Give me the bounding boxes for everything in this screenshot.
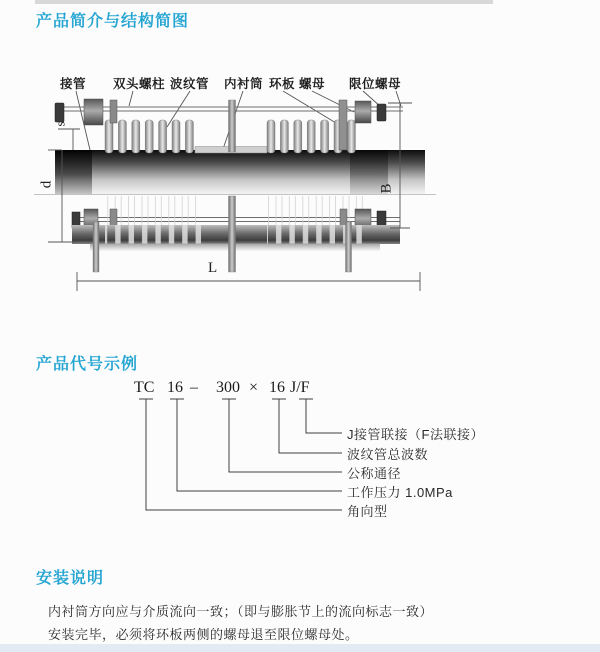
dim-label-L: L <box>208 260 218 276</box>
install-note-1: 内衬筒方向应与介质流向一致；（即与膨胀节上的流向标志一致） <box>48 604 434 619</box>
body-shell <box>55 147 425 195</box>
part-label-connecting-pipe: 接管 <box>60 77 87 91</box>
part-label-bellows: 波纹管 <box>170 77 210 91</box>
code-part-times: × <box>249 379 259 396</box>
code-part-dash: – <box>190 379 198 396</box>
part-label-stud-bolt: 双头螺柱 <box>113 77 166 91</box>
install-note-2: 安装完毕，必须将环板两侧的螺母退至限位螺母处。 <box>48 627 359 642</box>
part-label-limit-nut: 限位螺母 <box>349 77 402 91</box>
code-part-pressure: 16 <box>167 379 183 396</box>
bottom-strip <box>0 644 600 652</box>
part-label-nut: 螺母 <box>299 77 326 91</box>
section-heading-intro: 产品简介与结构简图 <box>36 13 190 30</box>
code-part-type: TC <box>134 379 155 396</box>
section-heading-install: 安装说明 <box>36 570 105 587</box>
part-label-ring-plate: 环板 <box>269 77 296 91</box>
dim-label-B: B <box>378 183 395 194</box>
callout-pressure: 工作压力 1.0MPa <box>347 485 453 500</box>
dim-label-d: d <box>38 180 55 189</box>
code-part-connection: J/F <box>290 379 310 396</box>
callout-connection: J接管联接（F法联接） <box>347 427 484 442</box>
callout-wave-count: 波纹管总波数 <box>347 447 429 462</box>
callout-diameter: 公称通径 <box>347 466 402 481</box>
part-label-inner-liner: 内衬筒 <box>224 77 264 91</box>
callout-type: 角向型 <box>347 504 388 519</box>
section-heading-code: 产品代号示例 <box>36 356 139 373</box>
dim-label-s: s <box>52 121 68 127</box>
code-part-waves: 16 <box>269 379 285 396</box>
code-part-diameter: 300 <box>216 379 240 396</box>
code-callout-leaders <box>139 399 342 510</box>
